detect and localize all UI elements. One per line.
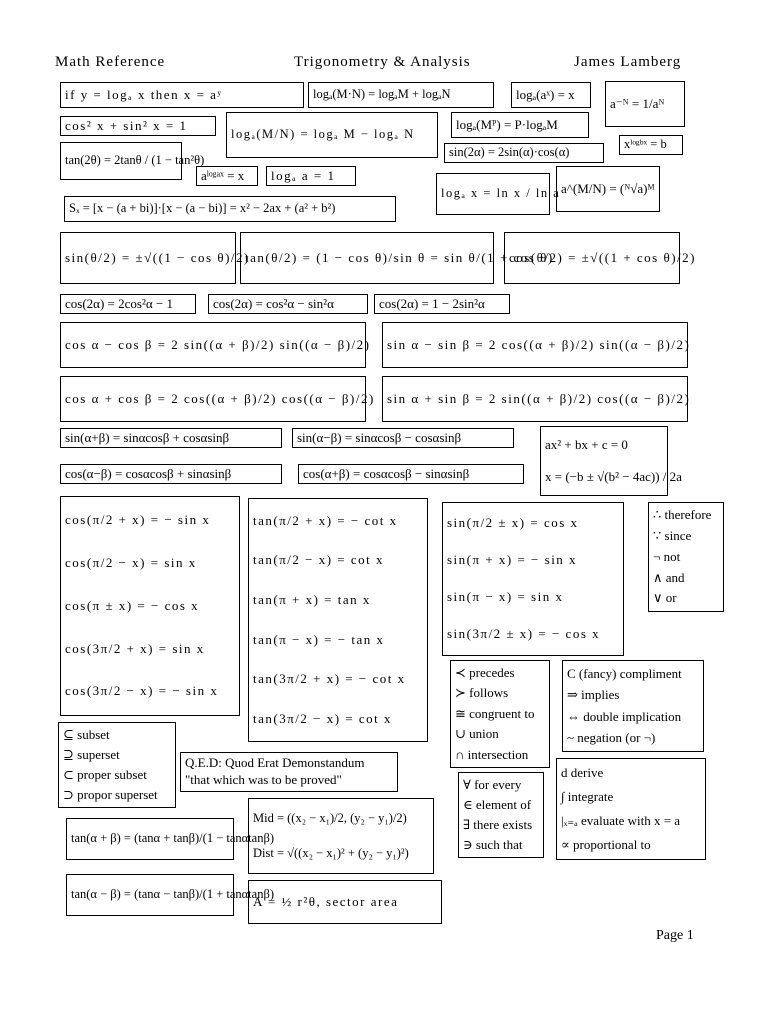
sum-product-sin-plus: sin α + sin β = 2 sin((α + β)/2) cos((α − β)/2) bbox=[382, 376, 688, 422]
midpoint-distance bbox=[248, 798, 434, 874]
half-angle-tan: tan(θ/2) = (1 − cos θ)/sin θ = sin θ/(1 + cos θ) bbox=[240, 232, 494, 284]
tan-difference: tan(α − β) = (tanα − tanβ)/(1 + tanαtanβ) bbox=[66, 874, 234, 916]
quantifier-symbol-item: ∀ for every bbox=[463, 776, 522, 792]
cofunction-tan-list bbox=[248, 498, 428, 742]
implication-symbol-item: ~ negation (or ¬) bbox=[567, 730, 656, 746]
cofunction-tan-item: tan(π + x) = tan x bbox=[253, 591, 371, 607]
cofunction-cos-item: cos(π/2 + x) = − sin x bbox=[65, 512, 211, 528]
log-definition: if y = logₐ x then x = aʸ bbox=[60, 82, 304, 108]
sum-product-cos-plus: cos α + cos β = 2 cos((α + β)/2) cos((α − β)/2) bbox=[60, 376, 366, 422]
cofunction-tan-item: tan(π/2 + x) = − cot x bbox=[253, 512, 398, 528]
logic-symbol-item: ∧ and bbox=[653, 569, 685, 585]
cofunction-tan-item: tan(π/2 − x) = cot x bbox=[253, 552, 385, 568]
cofunction-sin-item: sin(3π/2 ± x) = − cos x bbox=[447, 626, 601, 642]
half-angle-sin: sin(θ/2) = ±√((1 − cos θ)/2) bbox=[60, 232, 236, 284]
quantifier-symbol-item: ∃ there exists bbox=[463, 816, 533, 832]
implication-symbol-item: ⇔ double implication bbox=[567, 708, 682, 724]
quadratic-equation: ax² + bx + c = 0 bbox=[545, 436, 628, 452]
logic-symbols bbox=[648, 502, 724, 612]
double-angle-tan: tan(2θ) = 2tanθ / (1 − tan²θ) bbox=[60, 142, 182, 180]
tan-sum: tan(α + β) = (tanα + tanβ)/(1 − tanαtanβ) bbox=[66, 818, 234, 860]
logic-symbol-item: ∨ or bbox=[653, 590, 677, 606]
implication-symbol-item: C (fancy) compliment bbox=[567, 665, 682, 681]
a-log-identity: aˡᵒᵍᵃˣ = x bbox=[196, 166, 258, 186]
cos-sum: cos(α+β) = cosαcosβ − sinαsinβ bbox=[298, 464, 524, 484]
cofunction-cos-item: cos(3π/2 + x) = sin x bbox=[65, 640, 205, 656]
complex-roots-product: Sₓ = [x − (a + bi)]·[x − (a − bi)] = x² − 2ax + (a² + b²) bbox=[64, 196, 396, 222]
sector-area: A = ½ r²θ, sector area bbox=[248, 880, 442, 924]
relation-symbols bbox=[450, 660, 550, 768]
cofunction-tan-item: tan(3π/2 + x) = − cot x bbox=[253, 671, 406, 687]
distance-formula: Dist = √((x₂ − x₁)² + (y₂ − y₁)²) bbox=[253, 845, 409, 860]
cofunction-cos-item: cos(π ± x) = − cos x bbox=[65, 597, 200, 613]
log-power-rule: logₐ(Mᴾ) = P·logₐM bbox=[451, 112, 589, 138]
header-right: James Lamberg bbox=[574, 54, 682, 70]
pythagorean-identity: cos² x + sin² x = 1 bbox=[60, 116, 216, 136]
quadratic-solution: x = (−b ± √(b² − 4ac)) / 2a bbox=[545, 468, 682, 484]
subset-symbol-item: ⊇ superset bbox=[63, 746, 120, 762]
cofunction-cos-item: cos(3π/2 − x) = − sin x bbox=[65, 683, 219, 699]
cofunction-sin-item: sin(π + x) = − sin x bbox=[447, 552, 578, 568]
double-angle-sin: sin(2α) = 2sin(α)·cos(α) bbox=[444, 143, 604, 163]
subset-symbol-item: ⊃ propor superset bbox=[63, 786, 158, 802]
radical-exponent: a^(M/N) = (ᴺ√a)ᴹ bbox=[556, 166, 660, 212]
implication-symbols bbox=[562, 660, 704, 752]
sum-product-sin-minus: sin α − sin β = 2 cos((α + β)/2) sin((α − β)/2) bbox=[382, 322, 688, 368]
cos-difference: cos(α−β) = cosαcosβ + sinαsinβ bbox=[60, 464, 282, 484]
calculus-symbol-item: ∝ proportional to bbox=[561, 836, 651, 852]
qed-definition bbox=[180, 752, 398, 792]
quadratic-formula bbox=[540, 426, 682, 496]
cofunction-cos-item: cos(π/2 − x) = sin x bbox=[65, 555, 197, 571]
sin-sum: sin(α+β) = sinαcosβ + cosαsinβ bbox=[60, 428, 282, 448]
negative-exponent: a⁻ᴺ = 1/aᴺ bbox=[605, 81, 685, 127]
sin-difference: sin(α−β) = sinαcosβ − cosαsinβ bbox=[292, 428, 514, 448]
relation-symbol-item: ≺ precedes bbox=[455, 665, 515, 681]
cofunction-tan-item: tan(3π/2 − x) = cot x bbox=[253, 710, 393, 726]
log-inverse: logₐ(aˣ) = x bbox=[511, 82, 591, 108]
cofunction-tan-item: tan(π − x) = − tan x bbox=[253, 631, 385, 647]
cofunction-sin-item: sin(π/2 ± x) = cos x bbox=[447, 515, 579, 531]
log-inverse-base: xˡᵒᵍᵇˣ = b bbox=[619, 135, 683, 155]
half-angle-cos: cos(θ/2) = ±√((1 + cos θ)/2) bbox=[504, 232, 680, 284]
header-center: Trigonometry & Analysis bbox=[294, 54, 471, 70]
change-of-base: logₐ x = ln x / ln a bbox=[436, 173, 550, 215]
logic-symbol-item: ¬ not bbox=[653, 548, 681, 564]
calculus-symbol-item: ∫ integrate bbox=[561, 788, 614, 804]
subset-symbol-item: ⊂ proper subset bbox=[63, 766, 147, 782]
calculus-symbol-item: |ₓ₌ₐ evaluate with x = a bbox=[561, 812, 681, 828]
cofunction-sin-list bbox=[442, 502, 624, 656]
qed-meaning: "that which was to be proved" bbox=[185, 772, 342, 788]
logic-symbol-item: ∵ since bbox=[653, 528, 692, 544]
implication-symbol-item: ⇒ implies bbox=[567, 687, 620, 703]
midpoint-formula: Mid = ((x₂ − x₁)/2, (y₂ − y₁)/2) bbox=[253, 810, 407, 825]
double-angle-cos-3: cos(2α) = 1 − 2sin²α bbox=[374, 294, 510, 314]
quantifier-symbol-item: ∋ such that bbox=[463, 836, 523, 852]
subset-symbols bbox=[58, 722, 176, 808]
logic-symbol-item: ∴ therefore bbox=[653, 507, 712, 523]
quantifier-symbols bbox=[458, 772, 544, 858]
double-angle-cos-2: cos(2α) = cos²α − sin²α bbox=[208, 294, 368, 314]
relation-symbol-item: ≻ follows bbox=[455, 685, 509, 701]
double-angle-cos-1: cos(2α) = 2cos²α − 1 bbox=[60, 294, 196, 314]
log-quotient-rule: logₐ(M/N) = logₐ M − logₐ N bbox=[226, 112, 438, 158]
calculus-symbols bbox=[556, 758, 706, 860]
cofunction-sin-item: sin(π − x) = sin x bbox=[447, 589, 564, 605]
subset-symbol-item: ⊆ subset bbox=[63, 726, 110, 742]
relation-symbol-item: ∩ intersection bbox=[455, 746, 529, 762]
relation-symbol-item: ≅ congruent to bbox=[455, 705, 535, 721]
quantifier-symbol-item: ∈ element of bbox=[463, 796, 532, 812]
sum-product-cos-minus: cos α − cos β = 2 sin((α + β)/2) sin((α − β)/2) bbox=[60, 322, 366, 368]
relation-symbol-item: ∪ union bbox=[455, 726, 499, 742]
page-number: Page 1 bbox=[656, 928, 694, 943]
header-left: Math Reference bbox=[55, 54, 166, 70]
cofunction-cos-list bbox=[60, 496, 240, 716]
log-product-rule: logₐ(M·N) = logₐM + logₐN bbox=[308, 82, 494, 108]
log-base-self: logₐ a = 1 bbox=[266, 166, 356, 186]
calculus-symbol-item: d derive bbox=[561, 764, 604, 780]
qed-term: Q.E.D: Quod Erat Demonstandum bbox=[185, 755, 365, 771]
